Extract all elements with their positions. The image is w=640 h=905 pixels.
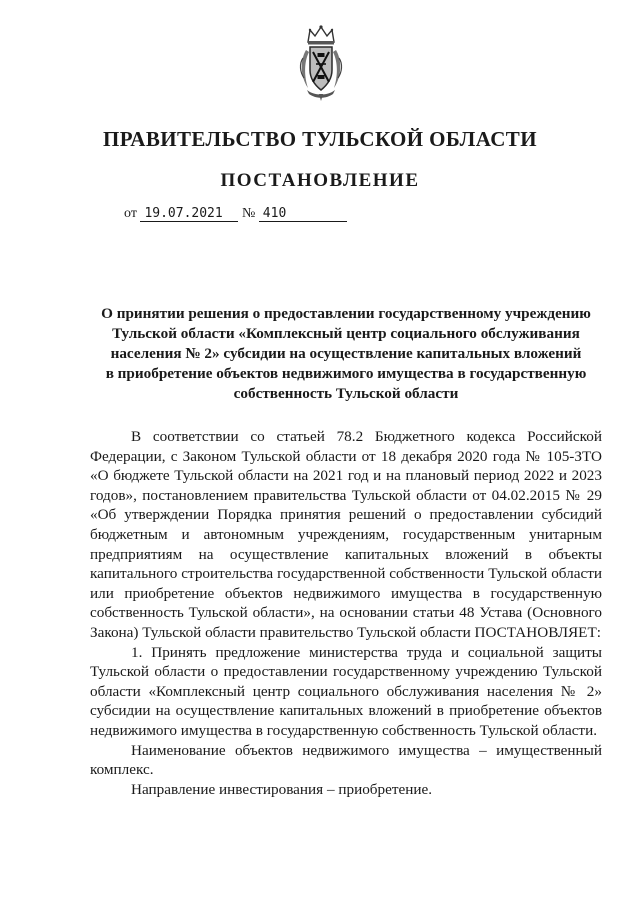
subject-line: О принятии решения о предоставлении государственному учреждению <box>101 305 591 322</box>
subject-line: в приобретение объектов недвижимого имущества в государственную <box>105 365 587 382</box>
government-title: ПРАВИТЕЛЬСТВО ТУЛЬСКОЙ ОБЛАСТИ <box>103 127 537 151</box>
date-label: от <box>124 206 137 221</box>
registration-line <box>124 206 347 222</box>
subject-line: собственность Тульской области <box>233 385 459 402</box>
subject-line: Тульской области «Комплексный центр социального обслуживания <box>112 325 580 342</box>
document-body <box>90 427 602 799</box>
tula-coat-of-arms-icon <box>298 24 344 102</box>
document-subject <box>90 304 602 404</box>
object-name-paragraph: Наименование объектов недвижимого имущества – имущественный комплекс. <box>90 741 602 779</box>
investment-direction-paragraph: Направление инвестирования – приобретение. <box>131 780 433 798</box>
date-value: 19.07.2021 <box>140 206 238 222</box>
subject-line: населения № 2» субсидии на осуществление капитальных вложений <box>110 345 582 362</box>
number-label: № <box>241 206 256 221</box>
preamble-paragraph: В соответствии со статьей 78.2 Бюджетного кодекса Российской Федерации, с Законом Тульской области от 18 декабря 2020 года № 105-ЗТО «О бюджете Тульской области на 2021 год и на плановый период 2022 и 2023 годов», постановлением правительства Тульской области от 04.02.2015 № 29 «Об утверждении Порядка принятия решений о предоставлении субсидий бюджетным и автономным учреждениям, государственным унитарным предприятиям на осуществление капитальных вложений в объекты капитального строительства государственной собственности Тульской области или приобретение объектов недвижимого имущества в государственную собственность Тульской области», на основании статьи 48 Устава (Основного Закона) Тульской области правительство Тульской области ПОСТАНОВЛЯЕТ: <box>90 428 602 641</box>
document-type: ПОСТАНОВЛЕНИЕ <box>220 170 420 191</box>
clause-1-paragraph: 1. Принять предложение министерства труда и социальной защиты Тульской области о предоставлении государственному учреждению Тульской области «Комплексный центр социального обслуживания населения № 2» субсидии на осуществление капитальных вложений в приобретение объектов недвижимого имущества в государственную собственность Тульской области. <box>90 643 602 739</box>
number-value: 410 <box>259 206 347 222</box>
